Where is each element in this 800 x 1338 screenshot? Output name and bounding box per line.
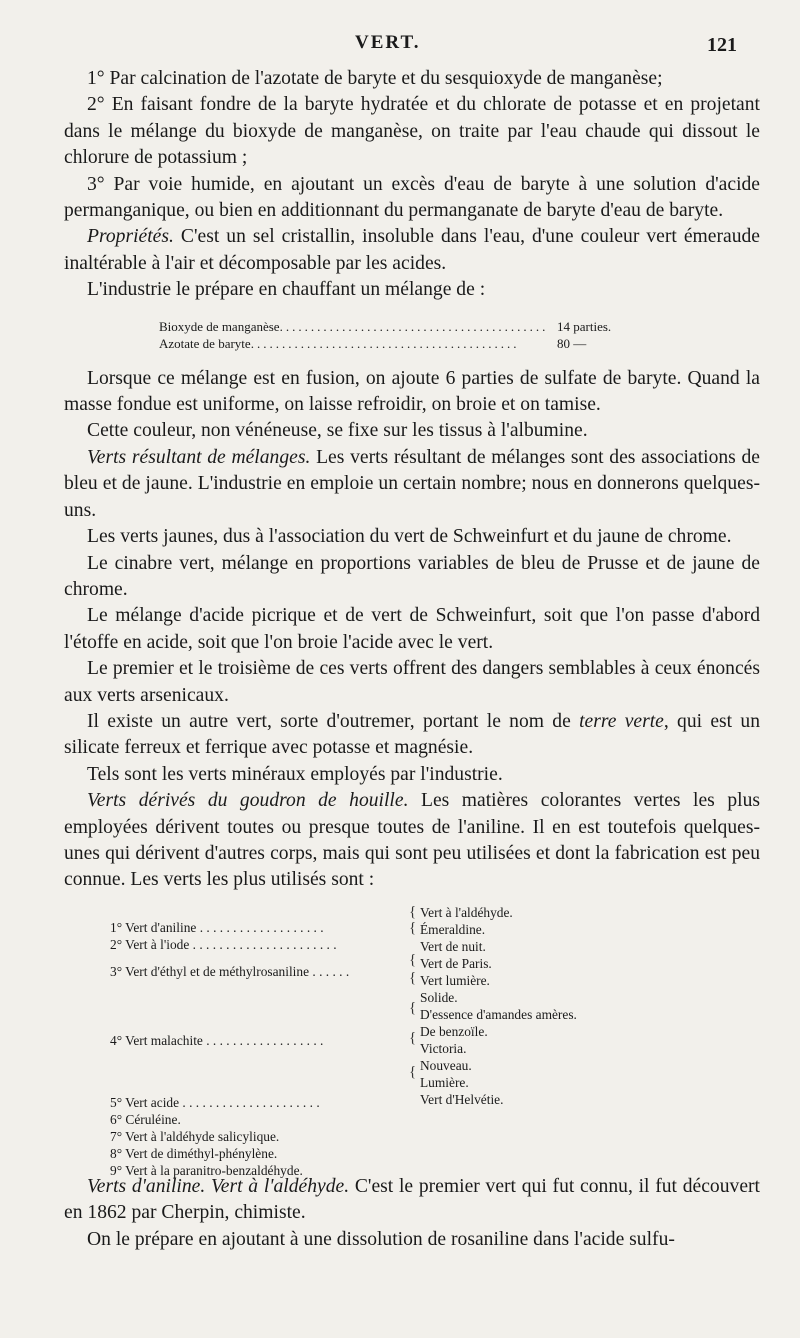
section-text: Les verts résultant de mélanges sont des associations de bleu et de jaune. L'industrie en emploie un certain nombre; nous en donnerons quelques-uns. [64, 446, 760, 521]
section-label: Verts résultant de mélanges. [87, 446, 311, 468]
paragraph: Cette couleur, non vénéneuse, se fixe sur les tissus à l'albumine. [87, 420, 588, 442]
paragraph-proprietes [64, 224, 760, 277]
brace-icon: { [409, 1063, 417, 1080]
list-item: Vert de nuit. [420, 938, 486, 954]
brace-icon: { [409, 919, 417, 936]
paragraph: 2° En faisant fondre de la baryte hydratée et du chlorate de potasse et en projetant dans le mélange du bioxyde de manganèse, on traite par l'eau chaude qui dissout le chlorure de potassium ; [64, 94, 760, 169]
list-item: 3° Vert d'éthyl et de méthylrosaniline . . . . . . [110, 963, 350, 979]
running-head: VERT. [355, 32, 421, 53]
text-span: Il existe un autre vert, sorte d'outremer, portant le nom de [87, 710, 580, 732]
list-item: 6° Céruléine. [110, 1111, 181, 1127]
list-item: Solide. [420, 989, 458, 1005]
list-item: Vert lumière. [420, 972, 490, 988]
section-text: Les matières colorantes vertes les plus employées dérivent toutes ou presque toutes de l'aniline. Il en est toutefois quelques-unes qui dérivent d'autres corps, mais qui sont peu utilisées et dont la fabrication est peu connue. Les verts les plus utilisés sont : [64, 790, 760, 891]
paragraph: Tels sont les verts minéraux employés par l'industrie. [87, 763, 503, 785]
item-label: 3° Vert d'éthyl et de méthylrosaniline [110, 963, 310, 979]
paragraph: 1° Par calcination de l'azotate de baryte et du sesquioxyde de manganèse; [87, 68, 663, 89]
section-text: C'est le premier vert qui fut connu, il fut découvert en 1862 par Cherpin, chimiste. [64, 1175, 760, 1224]
recipe-table [159, 318, 629, 352]
paragraph-goudron [64, 788, 760, 894]
list-item: Victoria. [420, 1040, 467, 1056]
list-item: Vert de Paris. [420, 955, 492, 971]
page-body [64, 66, 760, 1253]
section-label: Propriétés. [87, 226, 174, 248]
list-item: D'essence d'amandes amères. [420, 1006, 577, 1022]
leader-dots: ........................................... [250, 335, 520, 351]
text-span: , qui est un silicate ferreux et ferrique avec potasse et magnésie. [64, 710, 760, 759]
list-item: Nouveau. [420, 1057, 472, 1073]
brace-icon: { [409, 951, 417, 968]
item-label: 1° Vert d'aniline [110, 919, 197, 935]
recipe-row [159, 335, 629, 352]
list-item: 1° Vert d'aniline . . . . . . . . . . . . . . . . . . . [110, 919, 324, 935]
list-item: Vert à l'aldéhyde. [420, 904, 513, 920]
item-label: 5° Vert acide [110, 1094, 180, 1110]
brace-icon: { [409, 903, 417, 920]
list-item: 8° Vert de diméthyl-phénylène. [110, 1145, 278, 1161]
list-item: Lumière. [420, 1074, 469, 1090]
paragraph: Les verts jaunes, dus à l'association du vert de Schweinfurt et du jaune de chrome. [87, 526, 732, 548]
list-item: 5° Vert acide . . . . . . . . . . . . . . . . . . . . . [110, 1094, 320, 1110]
brace-icon: { [409, 969, 417, 986]
paragraph-terre-verte [64, 709, 760, 762]
leader-dots: ........................................... [279, 318, 549, 334]
paragraph: 3° Par voie humide, en ajoutant un excès d'eau de baryte à une solution d'acide permanganique, ou bien en additionnant du permanganate de baryte d'eau de baryte. [64, 173, 760, 222]
paragraph: Le cinabre vert, mélange en proportions variables de bleu de Prusse et de jaune de chrome. [64, 552, 760, 600]
section-label: Verts d'aniline. Vert à l'aldéhyde. [87, 1175, 350, 1197]
paragraph-aniline [64, 1174, 760, 1227]
ingredient-name: Azotate de baryte [159, 335, 251, 351]
list-item: De benzoïle. [420, 1023, 488, 1039]
ingredient-quantity: 80 — [557, 335, 587, 351]
paragraph: Le premier et le troisième de ces verts offrent des dangers semblables à ceux énoncés aux verts arsenicaux. [64, 658, 760, 706]
list-item: Vert d'Helvétie. [420, 1091, 504, 1107]
list-item: 2° Vert à l'iode . . . . . . . . . . . . . . . . . . . . . . [110, 936, 337, 952]
list-item: 4° Vert malachite . . . . . . . . . . . . . . . . . . [110, 1032, 324, 1048]
term: terre verte [579, 710, 664, 732]
page-header [0, 32, 800, 60]
item-label: 4° Vert malachite [110, 1032, 203, 1048]
ingredient-quantity: 14 parties. [557, 318, 612, 334]
ingredient-name: Bioxyde de manganèse [159, 318, 280, 334]
section-text: C'est un sel cristallin, insoluble dans l'eau, d'une couleur vert émeraude inaltérable à l'air et décomposable par les acides. [64, 226, 760, 274]
recipe-row [159, 318, 629, 335]
paragraph: Le mélange d'acide picrique et de vert de Schweinfurt, soit que l'on passe d'abord l'étoffe en acide, soit que l'on broie l'acide avec le vert. [64, 605, 760, 653]
list-item: Émeraldine. [420, 921, 486, 937]
page-number: 121 [707, 34, 737, 56]
brace-icon: { [409, 1029, 417, 1046]
paragraph: Lorsque ce mélange est en fusion, on ajoute 6 parties de sulfate de baryte. Quand la masse fondue est uniforme, on laisse refroidir, on broie et on tamise. [64, 367, 760, 416]
list-item: 9° Vert à la paranitro-benzaldéhyde. [110, 1162, 303, 1178]
item-label: 2° Vert à l'iode [110, 936, 190, 952]
brace-icon: { [409, 999, 417, 1016]
greens-list [64, 903, 760, 1178]
paragraph: L'industrie le prépare en chauffant un mélange de : [87, 279, 486, 301]
section-label: Verts dérivés du goudron de houille. [87, 790, 409, 812]
list-item: 7° Vert à l'aldéhyde salicylique. [110, 1128, 280, 1144]
paragraph-melanges [64, 445, 760, 524]
paragraph: On le prépare en ajoutant à une dissolution de rosaniline dans l'acide sulfu- [87, 1228, 675, 1250]
